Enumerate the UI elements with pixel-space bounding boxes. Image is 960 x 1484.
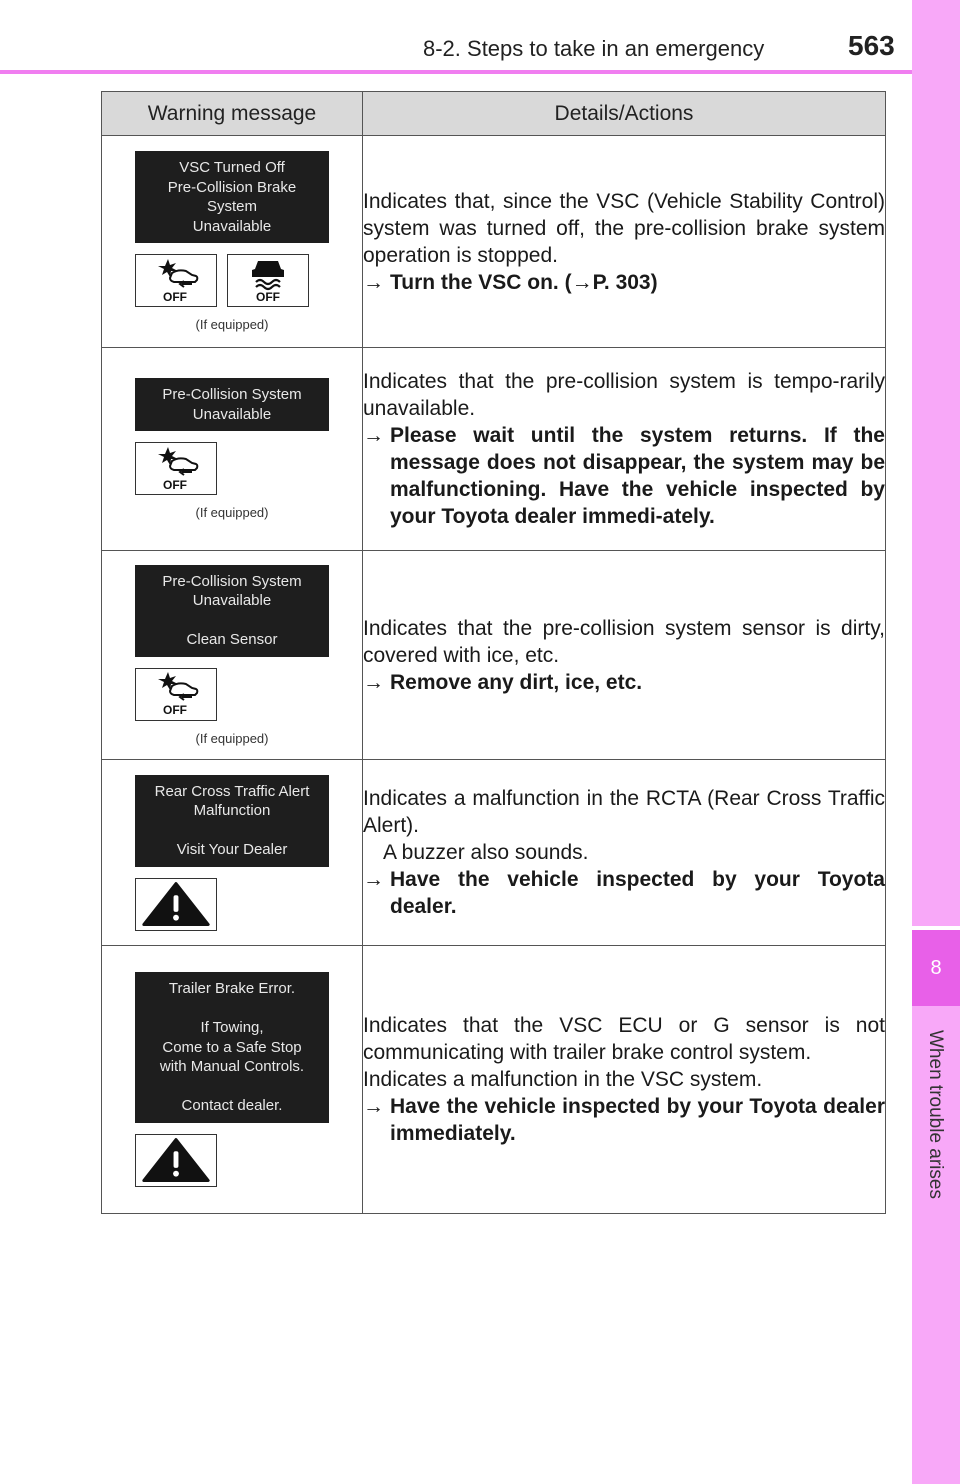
vsc-off-icon <box>227 254 309 307</box>
column-header-details: Details/Actions <box>363 92 886 136</box>
action-line <box>363 669 885 696</box>
arrow-icon: → <box>363 670 384 694</box>
warning-message-display: Rear Cross Traffic Alert Malfunction Visit Your Dealer <box>135 775 329 867</box>
warning-message-cell <box>102 760 363 946</box>
details-cell <box>363 760 886 946</box>
page-reference-link[interactable]: P. 303) <box>592 270 658 294</box>
arrow-icon: → <box>363 424 384 447</box>
table-row <box>102 348 886 551</box>
details-text: Indicates a malfunction in the VSC system. <box>363 1068 763 1091</box>
chapter-title-text: When trouble arises <box>925 1030 946 1199</box>
details-cell <box>363 136 886 348</box>
pre-collision-off-icon <box>135 668 217 721</box>
ref-arrow-icon: → <box>571 270 593 294</box>
details-text: Indicates that the pre-collision system is tempo-rarily unavailable. <box>363 370 885 420</box>
action-line <box>363 866 885 920</box>
warning-message-cell <box>102 551 363 760</box>
details-text: Indicates that the pre-collision system sensor is dirty, covered with ice, etc. <box>363 616 885 667</box>
if-equipped-note: (If equipped) <box>195 505 269 520</box>
table-header-row <box>102 92 886 136</box>
pre-collision-off-icon <box>135 442 217 495</box>
warning-message-display: Pre-Collision System Unavailable <box>135 378 329 431</box>
warning-message-table <box>101 91 886 1214</box>
warning-triangle-icon <box>135 878 217 931</box>
warning-message-display: Pre-Collision System Unavailable Clean Sensor <box>135 565 329 657</box>
warning-triangle-icon <box>135 1134 217 1187</box>
action-text: Remove any dirt, ice, etc. <box>390 670 643 694</box>
column-header-warning: Warning message <box>102 92 363 136</box>
page-number: 563 <box>848 30 895 61</box>
arrow-icon: → <box>363 270 384 294</box>
warning-message-display: Trailer Brake Error. If Towing, Come to a Safe Stop with Manual Controls. Contact dealer. <box>135 972 329 1123</box>
chapter-number: 8 <box>912 930 960 1006</box>
warning-message-display: VSC Turned Off Pre-Collision Brake System Unavailable <box>135 151 329 243</box>
warning-message-cell <box>102 946 363 1214</box>
details-cell <box>363 348 886 551</box>
if-equipped-note: (If equipped) <box>195 730 269 746</box>
header-rule <box>0 70 912 74</box>
action-text: Turn the VSC on. ( <box>390 270 572 294</box>
action-text: Please wait until the system returns. If the message does not disappear, the system may be malfunctioning. Have the vehicle inspected by your Toyota dealer immedi-ately. <box>390 424 885 528</box>
action-line <box>363 269 885 296</box>
chapter-side-tab <box>912 0 960 1484</box>
details-text: Indicates a malfunction in the RCTA (Rear Cross Traffic Alert). <box>363 787 885 837</box>
action-text: Have the vehicle inspected by your Toyota dealer. <box>390 868 885 918</box>
action-line <box>363 1093 885 1147</box>
action-line <box>363 422 885 530</box>
details-cell <box>363 551 886 760</box>
table-row <box>102 551 886 760</box>
table-row <box>102 760 886 946</box>
chapter-title <box>912 1030 960 1230</box>
table-row <box>102 136 886 348</box>
section-title: 8-2. Steps to take in an emergency <box>423 36 765 61</box>
details-text: Indicates that, since the VSC (Vehicle Stability Control) system was turned off, the pre-collision brake system operation is stopped. <box>363 189 885 267</box>
if-equipped-note: (If equipped) <box>195 317 269 332</box>
buzzer-note: A buzzer also sounds. <box>383 841 589 864</box>
details-cell <box>363 946 886 1214</box>
action-text: Have the vehicle inspected by your Toyota dealer immediately. <box>390 1095 885 1145</box>
details-text: Indicates that the VSC ECU or G sensor is not communicating with trailer brake control system. <box>363 1014 885 1064</box>
warning-message-cell <box>102 136 363 348</box>
table-row <box>102 946 886 1214</box>
warning-message-cell <box>102 348 363 551</box>
pre-collision-off-icon <box>135 254 217 307</box>
arrow-icon: → <box>363 1095 384 1118</box>
arrow-icon: → <box>363 868 384 891</box>
